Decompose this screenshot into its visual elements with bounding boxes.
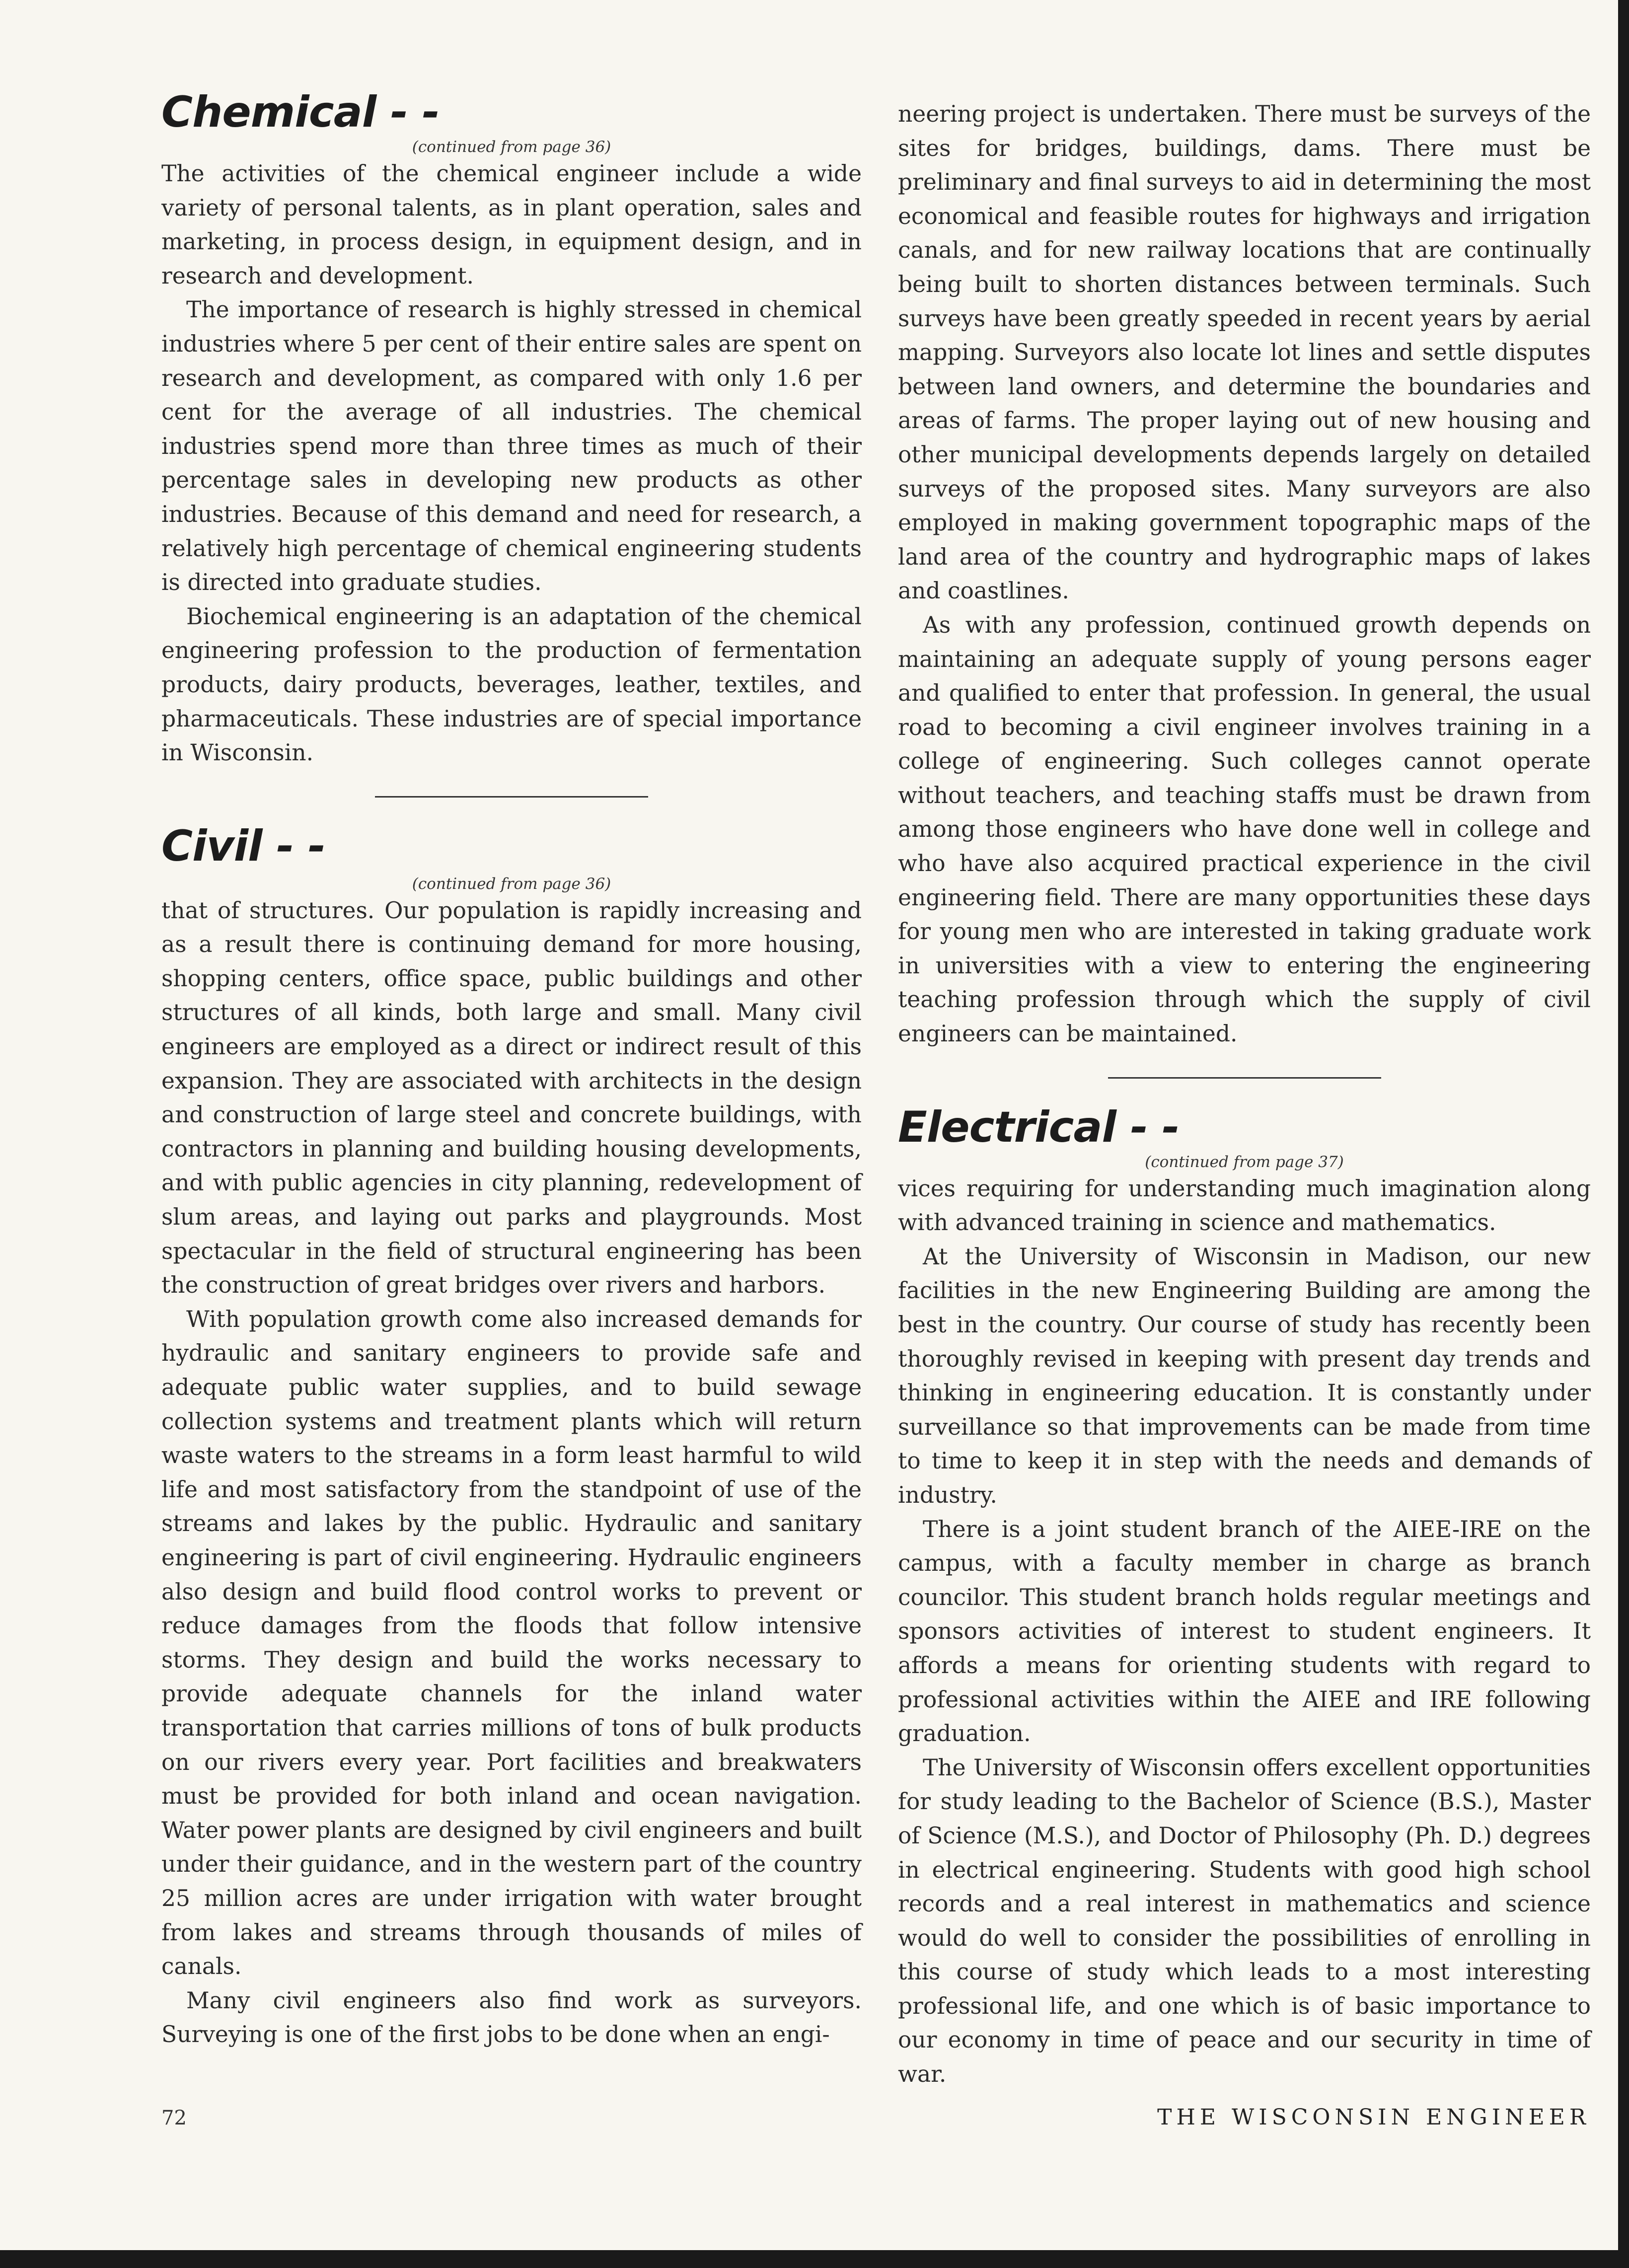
civil-paragraph: Many civil engineers also find work as surveyors. Surveying is one of the first jobs to be done when an engi- xyxy=(161,1987,862,2048)
civil-section-title: Civil - - xyxy=(161,821,325,871)
electrical-paragraph: The University of Wisconsin offers excellent opportunities for study leading to the Bachelor of Science (B.S.), Master of Science (M.S.), and Doctor of Philosophy (Ph. D.) degrees in electrical engineering. Students with good high school records and a real interest in mathematics and science would do well to consider the possibilities of enrolling in this course of study which leads to a most interesting professional life, and one which is of basic importance to our economy in time of peace and our security in time of war. xyxy=(898,1754,1591,2088)
scan-edge-right xyxy=(1618,0,1629,2268)
electrical-paragraph: There is a joint student branch of the AIEE-IRE on the campus, with a faculty member in charge as branch councilor. This student branch holds regular meetings and sponsors activities of interest to student engineers. It affords a means for orienting students with regard to professional activities within the AIEE and IRE following graduation. xyxy=(898,1516,1591,1747)
civil-paragraph: that of structures. Our population is rapidly increasing and as a result there is continuing demand for more housing, shopping centers, office space, public buildings and other structures of all kinds, both large and small. Many civil engineers are employed as a direct or indirect result of this expansion. They are associated with architects in the design and construction of large steel and concrete buildings, with contractors in planning and building housing developments, and with public agencies in city planning, redevelopment of slum areas, and laying out parks and playgrounds. Most spectacular in the field of structural engineering has been the construction of great bridges over rivers and harbors. xyxy=(161,897,862,1299)
left-column xyxy=(161,87,862,2052)
electrical-paragraph: At the University of Wisconsin in Madison, our new facilities in the new Engineering Building are among the best in the country. Our course of study has recently been thoroughly revised in keeping with present day trends and thinking in engineering education. It is constantly under surveillance so that improvements can be made from time to time to keep it in step with the needs and demands of industry. xyxy=(898,1243,1591,1508)
civil-paragraph-continued: neering project is undertaken. There must be surveys of the sites for bridges, buildings, dams. There must be preliminary and final surveys to aid in determining the most economical and feasible routes for highways and irrigation canals, and for new railway locations that are continually being built to shorten distances between terminals. Such surveys have been greatly speeded in recent years by aerial mapping. Surveyors also locate lot lines and settle disputes between land owners, and determine the boundaries and areas of farms. The proper laying out of new housing and other municipal developments depends largely on detailed surveys of the proposed sites. Many surveyors are also employed in making government topographic maps of the land area of the country and hydrographic maps of lakes and coastlines. xyxy=(898,101,1591,604)
chemical-continued-note: (continued from page 36) xyxy=(412,138,611,156)
right-column xyxy=(898,97,1591,2092)
electrical-section-title: Electrical - - xyxy=(898,1102,1180,1152)
civil-paragraph: With population growth come also increased demands for hydraulic and sanitary engineers to provide safe and adequate public water supplies, and to build sewage collection systems and treatment plants which will return waste waters to the streams in a form least harmful to wild life and most satisfactory from the standpoint of use of the streams and lakes by the public. Hydraulic and sanitary engineering is part of civil engineering. Hydraulic engineers also design and build flood control works to prevent or reduce damages from the floods that follow intensive storms. They design and build the works necessary to provide adequate channels for the inland water transportation that carries millions of tons of bulk products on our rivers every year. Port facilities and breakwaters must be provided for both inland and ocean navigation. Water power plants are designed by civil engineers and built under their guidance, and in the western part of the country 25 million acres are under irrigation with water brought from lakes and streams through thousands of miles of canals. xyxy=(161,1306,862,1980)
civil-paragraph-continued: As with any profession, continued growth depends on maintaining an adequate supply of young persons eager and qualified to enter that profession. In general, the usual road to becoming a civil engineer involves training in a college of engineering. Such colleges cannot operate without teachers, and teaching staffs must be drawn from among those engineers who have done well in college and who have also acquired practical experience in the civil engineering field. There are many opportunities these days for young men who are interested in taking graduate work in universities with a view to entering the engineering teaching profession through which the supply of civil engineers can be maintained. xyxy=(898,611,1591,1047)
chemical-paragraph: The activities of the chemical engineer include a wide variety of personal talents, as in plant operation, sales and marketing, in process design, in equipment design, and in research and development. xyxy=(161,160,862,289)
chemical-paragraph: The importance of research is highly stressed in chemical industries where 5 per cent of their entire sales are spent on research and development, as compared with only 1.6 per cent for the average of all industries. The chemical industries spend more than three times as much of their percentage sales in developing new products as other industries. Because of this demand and need for research, a relatively high percentage of chemical engineering students is directed into graduate studies. xyxy=(161,296,862,596)
electrical-paragraph: vices requiring for understanding much imagination along with advanced training in science and mathematics. xyxy=(898,1175,1591,1236)
electrical-continued-note: (continued from page 37) xyxy=(1145,1153,1344,1171)
publication-title: THE WISCONSIN ENGINEER xyxy=(1157,2105,1590,2130)
scan-edge-bottom xyxy=(0,2250,1629,2268)
civil-continued-note: (continued from page 36) xyxy=(412,875,611,893)
chemical-section-title: Chemical - - xyxy=(161,87,440,137)
section-divider xyxy=(1108,1077,1381,1079)
chemical-paragraph: Biochemical engineering is an adaptation of the chemical engineering profession to the production of fermentation products, dairy products, beverages, leather, textiles, and pharmaceuticals. These industries are of special importance in Wisconsin. xyxy=(161,603,862,766)
section-divider xyxy=(375,796,648,798)
page-number: 72 xyxy=(161,2107,187,2129)
